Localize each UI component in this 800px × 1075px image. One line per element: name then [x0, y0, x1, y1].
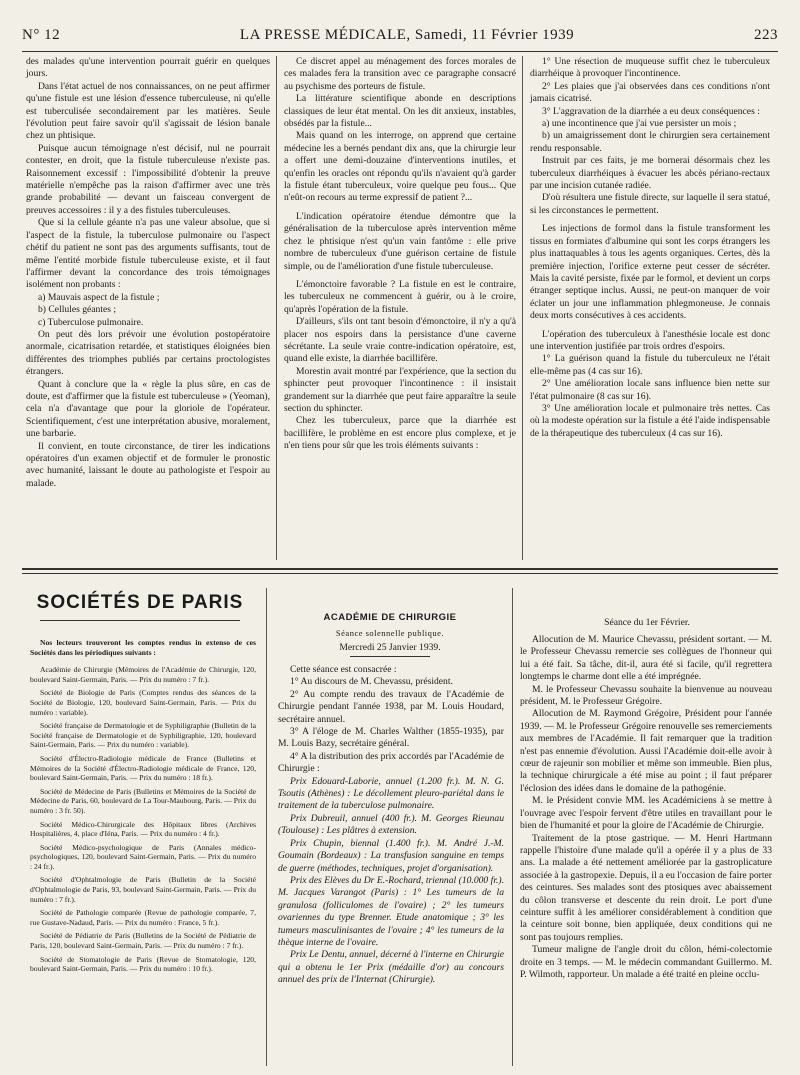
societe-entry: Société Médico-psychologique de Paris (Annales médico-psychologiques, 120, boulevard Saint-Germain, Paris. — Prix du numéro : 24 fr.). [30, 842, 256, 871]
paragraph: 3° A l'éloge de M. Charles Walther (1855-1935), par M. Louis Bazy, secrétaire général. [278, 726, 504, 750]
paragraph: Cette séance est consacrée : [290, 664, 397, 675]
page-number: 223 [754, 26, 778, 43]
societe-entry: Société de Stomatologie de Paris (Revue de Stomatologie, 120, boulevard Saint-Germain, Paris. — Prix du numéro : 10 fr.). [30, 954, 256, 974]
issue-date: Samedi, 11 Février 1939 [414, 26, 575, 43]
paragraph: M. le Président convie MM. les Académiciens à se mettre à l'ouvrage avec l'espoir fervent d'être utiles en travaillant pour le bien de l'humanité et pour la gloire de l'Académie de Chirurgie. [520, 795, 772, 832]
paragraph: a) Mauvais aspect de la fistule ; [38, 291, 160, 303]
academie-date: Mercredi 25 Janvier 1939. [339, 642, 441, 653]
societes-list [30, 638, 256, 978]
paragraph: Prix Le Dentu, annuel, décerné à l'interne en Chirurgie qui a obtenu le 1er Prix (médaille d'or) au concours annuel des prix de l'Internat (Chirurgie). [278, 949, 504, 986]
paragraph: Les injections de formol dans la fistule transforment les tissus en formiates d'albumine qui sont les corps étrangers les plus inattaquables à tous les agents organiques. Certes, dès la première injection, l'orifice externe peut cesser de sécréter. Mais la cavité persiste, fixée par le formol, et devient un corps étranger septique inclus. Aussi, ne peut-on manquer de voir éclater un jour une inflammation phlegmoneuse. Je connais deux morts consécutives à ces accidents. [530, 223, 770, 322]
paragraph: Morestin avait montré par l'expérience, que la section du sphincter peut provoquer l'incontinence : il insistait grandement sur la diarrhée que peut faire apparaître la seule section du sphincter. [284, 365, 516, 414]
paragraph: 4° A la distribution des prix accordés par l'Académie de Chirurgie : [278, 750, 504, 775]
paragraph: Que si la cellule géante n'a pas une valeur absolue, que si l'aspect de la fistule, la tuberculose pulmonaire ou l'aspect chétif du patient ne sont pas des arguments suffisants, tout de même l'entité morbide fistule tuberculeuse existe, et il faut l'affirmer devant la concordance des trois témoignages isolément non probants : [26, 217, 270, 291]
paragraph: Prix Chupin, biennal (1.400 fr.). M. André J.-M. Goumain (Bordeaux) : La transfusion sanguine en temps de guerre (méthodes, techniques, projet d'organisation). [278, 837, 504, 874]
paragraph: Prix des Elèves du Dr E.-Rochard, triennal (10.000 fr.). M. Jacques Varangot (Paris) : 1° Les tumeurs de la granulosa (folliculomes de l'ovaire) ; 2° les tumeurs ovariennes du type Brenner. Etude anatomique ; 3° les tumeurs masculinisantes de l'ovaire ; 4° les tumeurs de la thèque interne de l'ovaire. [278, 874, 504, 948]
header-rule [22, 51, 778, 52]
paragraph: Chez les tuberculeux, parce que la diarrhée est bacillifère, le problème en est encore plus complexe, et je n'en tiens pour sûr que les trois éléments suivants : [284, 415, 516, 452]
societe-entry: Société d'Électro-Radiologie médicale de France (Bulletins et Mémoires de la Société d'Électro-Radiologie médicale de France, 120, boulevard Saint-Germain, Paris. — Prix du numéro : 18 fr.). [30, 753, 256, 783]
journal-title: LA PRESSE MÉDICALE, [239, 26, 411, 43]
paragraph: 1° Au discours de M. Chevassu, président. [290, 676, 453, 688]
paragraph: b) un amaigrissement dont le chirurgien sera certainement rendu responsable. [530, 130, 770, 154]
article-column-2 [284, 56, 516, 453]
paragraph: Ce discret appel au ménagement des forces morales de ces malades fera la transition avec ce paragraphe consacré au psychisme des porteurs de fistule. [284, 56, 516, 92]
paragraph: M. le Professeur Chevassu souhaite la bienvenue au nouveau président, M. le Professeur Grégoire. [520, 683, 772, 708]
paragraph: 3° Une amélioration locale et pulmonaire très nettes. Cas où la modeste opération sur la fistule a été l'aide indispensable de la thérapeutique des tuberculeux (4 cas sur 16). [530, 402, 770, 439]
paragraph: des malades qu'une intervention pourrait guérir en quelques jours. [26, 56, 270, 80]
paragraph: Mais quand on les interroge, on apprend que certaine médecine les a bernés pendant dix ans, que la chirurgie leur a offert une demi-douzaine d'interventions inutiles, et qu'enfin les oracles ont répondu qu'ils n'avaient qu'à garder la fistule étant tuberculeux, voire quelque peu fous... Que n'eût-on recours au terme expressif de patient ?... [284, 130, 516, 204]
issue-number: N° 12 [22, 26, 61, 43]
paragraph: D'où résultera une fistule directe, sur laquelle il sera statué, si les circonstances le permettent. [530, 192, 770, 216]
societe-entry: Société de Médecine de Paris (Bulletins et Mémoires de la Société de Médecine de Paris, 60, boulevard de La Tour-Maubourg, Paris. — Prix du numéro : 3 fr. 50). [30, 786, 256, 815]
academie-title: ACADÉMIE DE CHIRURGIE [323, 612, 457, 623]
paragraph: 3° L'aggravation de la diarrhée a eu deux conséquences : [542, 105, 760, 117]
paragraph: Traitement de la ptose gastrique. — M. Henri Hartmann rappelle l'histoire d'une malade qu'il a opérée il y a plus de 33 ans. La malade a été nettement améliorée par la gastroplicature associée à la gastropexie. Depuis, il a eu l'occasion de faire porter des ceintures. Ses malades sont des ptosiques avec abaissement du côlon transverse et descente du rein droit. Le port d'une ceinture suffit à les améliorer considérablement à condition que la ceinture soit bonne, bien appliquée, deux conditions qui ne sont pas toujours remplies. [520, 832, 772, 943]
column-divider [266, 588, 267, 1066]
section-rule [22, 568, 778, 570]
paragraph: L'indication opératoire étendue démontre que la généralisation de la tuberculose après intervention même chez le phtisique n'est qu'un vain fantôme : elle prive nombre de tuberculeux d'une guérison certaine de fistule simple, ou de l'amélioration d'une fistule tuberculeuse. [284, 210, 516, 272]
paragraph: 1° Une résection de muqueuse suffit chez le tuberculeux diarrhéique à provoquer l'incontinence. [530, 56, 770, 80]
societe-entry: Société d'Ophtalmologie de Paris (Bulletin de la Société d'Ophtalmologie de Paris, 93, boulevard Saint-Germain, Paris. — Prix du numéro : 7 fr.). [30, 875, 256, 904]
column-divider [276, 56, 277, 560]
paragraph: L'opération des tuberculeux à l'anesthésie locale est donc une intervention justifiée par trois ordres d'espoirs. [530, 328, 770, 352]
column-divider [512, 588, 513, 1066]
section-rule [22, 573, 778, 574]
article-column-3 [530, 56, 770, 440]
paragraph: D'ailleurs, s'ils ont tant besoin d'émonctoire, il n'y a qu'à placer nos espoirs dans la persistance d'une caverne sécrétante. La seule vraie contre-indication opératoire, est, quand elle existe, la diarrhée bacillifère. [284, 316, 516, 365]
paragraph: La littérature scientifique abonde en descriptions classiques de leur état mental. On les dit anxieux, instables, obsédés par la fistule... [284, 93, 516, 130]
societe-entry: Société de Pédiatrie de Paris (Bulletins de la Société de Pédiatrie de Paris, 120, boulevard Saint-Germain, Paris. — Prix du numéro : 7 fr.). [30, 931, 256, 951]
seance-date: Séance du 1er Février. [604, 617, 690, 628]
academie-subtitle: Séance solennelle publique. [335, 628, 445, 638]
paragraph: Il convient, en toute circonstance, de tirer les indications opératoires d'un examen objectif et de formuler le pronostic avec humanité, laissant le doute au pathologiste et l'espoir au malade. [26, 440, 270, 489]
paragraph: 2° Les plaies que j'ai observées dans ces conditions n'ont jamais cicatrisé. [530, 80, 770, 105]
paragraph: On peut dès lors prévoir une évolution postopératoire anormale, cicatrisation retardée, et statistiques éloignées bien différentes des triomphes publiés par certains proctologistes étrangers. [26, 328, 270, 378]
societe-entry: Société française de Dermatologie et de Syphiligraphie (Bulletin de la Société française de Dermatologie et de Syphiligraphie, 120, boulevard Saint-Germain, Paris. — Prix du numéro : variable). [30, 721, 256, 750]
paragraph: Instruit par ces faits, je me bornerai désormais chez les tuberculeux diarrhéiques à évacuer les abcès périano-rectaux par une incision cutanée radiée. [530, 155, 770, 192]
paragraph: a) une incontinence que j'ai vue persister un mois ; [542, 118, 737, 130]
paragraph: Allocution de M. Raymond Grégoire, Président pour l'année 1939. — M. le Professeur Grégoire renouvelle ses remerciements aux membres de l'Académie. Il fait remarquer que la tradition n'est pas ennemie d'évolution. Aussi l'Académie doit-elle avoir à cœur de rajeunir son mobilier et même son immeuble. Bien plus, la technique chirurgicale a été mise au point ; il faut préparer l'éclosion des idées dans le domaine de la pathogénie. [520, 708, 772, 794]
societe-entry: Société de Pathologie comparée (Revue de pathologie comparée, 7, rue Gustave-Nadaud, Paris. — Prix du numéro : France, 5 fr.). [30, 908, 256, 927]
societe-entry: Société Médico-Chirurgicale des Hôpitaux libres (Archives Hospitalières, 4, place d'Iéna, Paris. — Prix du numéro : 4 fr.). [30, 819, 256, 839]
paragraph: Allocution de M. Maurice Chevassu, président sortant. — M. le Professeur Chevassu remercie ses collègues de l'honneur qui lui a été fait. Sa tâche, dit-il, aura été si facile, qu'il regrettera longtemps le charme dont elle a été imprégnée. [520, 634, 772, 683]
seance-column [520, 634, 772, 981]
paragraph: Prix Edouard-Laborie, annuel (1.200 fr.). M. N. G. Tsoutis (Athènes) : Le décollement pleuro-pariétal dans le traitement de la tuberculose pulmonaire. [278, 775, 504, 812]
title-rule [40, 620, 240, 621]
journal-title-date [240, 27, 574, 44]
paragraph: Quant à conclure que la « règle la plus sûre, en cas de doute, est d'affirmer que la fistule est tuberculeuse » (Yeoman), cela n'a d'avantage que pour la gloriole de l'opérateur. Scientifiquement, c'est une interprétation abusive, moralement, une barbarie. [26, 378, 270, 440]
column-divider [522, 56, 523, 560]
paragraph: Puisque aucun témoignage n'est décisif, nul ne pourrait contester, en droit, que la fistule tuberculeuse n'existe pas. Raisonnement excessif : l'impossibilité d'obtenir la preuve matérielle n'empêche pas la raison d'affirmer avec une très grande probabilité — devant un faisceau convergent de preuves accessoires : il y a des fistules tuberculeuses. [26, 142, 270, 216]
societe-entry: Académie de Chirurgie (Mémoires de l'Académie de Chirurgie, 120, boulevard Saint-Germain, Paris. — Prix du numéro : 7 fr.). [30, 665, 256, 684]
paragraph: 2° Une amélioration locale sans influence bien nette sur l'état pulmonaire (8 cas sur 16). [530, 378, 770, 402]
page-header [22, 22, 778, 48]
societes-intro: Nos lecteurs trouveront les comptes rendus in extenso de ces Sociétés dans les périodiques suivants : [30, 638, 256, 657]
section-title: SOCIÉTÉS DE PARIS [36, 592, 244, 613]
paragraph: L'émonctoire favorable ? La fistule en est le contraire, les tuberculeux ne commencent à guérir, ou à le croire, qu'après l'opération de la fistule. [284, 278, 516, 315]
societe-entry: Société de Biologie de Paris (Comptes rendus des séances de la Société de Biologie, 120, boulevard Saint-Germain, Paris. — Prix du numéro : variable). [30, 688, 256, 717]
paragraph: Prix Dubreuil, annuel (400 fr.). M. Georges Rieunau (Toulouse) : Les plâtres à extension. [278, 812, 504, 837]
title-rule [350, 656, 430, 657]
academie-column [278, 664, 504, 987]
paragraph: 1° La guérison quand la fistule du tuberculeux ne l'était elle-même pas (4 cas sur 16). [530, 353, 770, 377]
article-column-1 [26, 56, 270, 490]
paragraph: Dans l'état actuel de nos connaissances, on ne peut affirmer qu'une fistule est une lésion d'essence tuberculeuse, ni qu'elle est tuberculisée secondairement par les matières. Seule l'évolution peut faire savoir qu'il s'agissait de lésion banale chez un phtisique. [26, 80, 270, 142]
paragraph: Tumeur maligne de l'angle droit du côlon, hémi-colectomie droite en 3 temps. — M. le médecin commandant Guillermo. M. P. Wilmoth, rapporteur. Un malade a été traité en pleine occlu- [520, 944, 772, 980]
paragraph: b) Cellules géantes ; [38, 304, 117, 316]
paragraph: 2° Au compte rendu des travaux de l'Académie de Chirurgie pendant l'année 1938, par M. Louis Houdard, secrétaire annuel. [278, 688, 504, 725]
paragraph: c) Tuberculose pulmonaire. [38, 316, 144, 328]
